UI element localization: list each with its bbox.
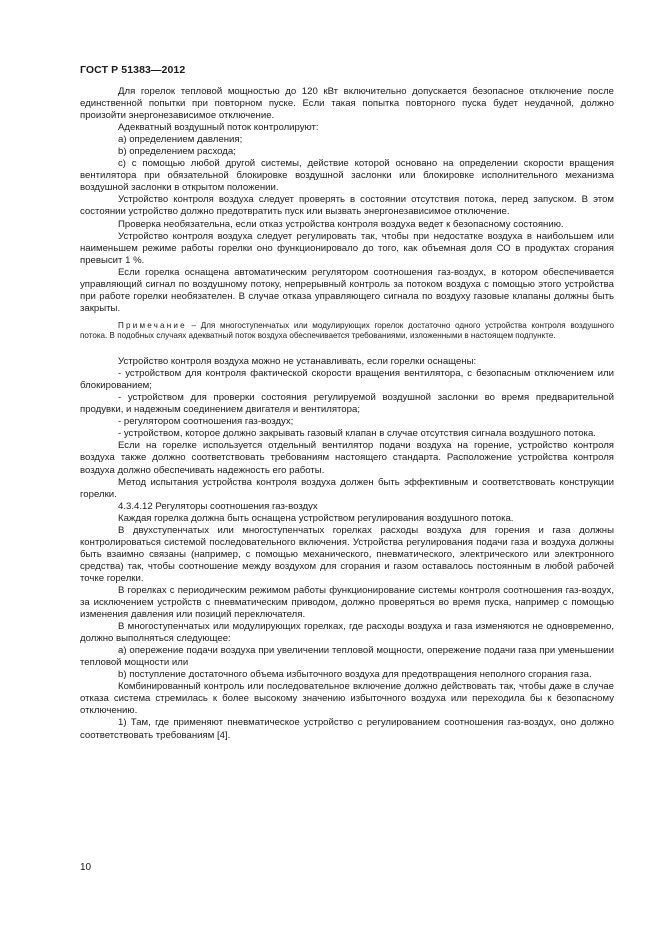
paragraph: Устройство контроля воздуха следует проверять в состоянии отсутствия потока, перед запуском. В этом состоянии устройство должно предотвратить пуск или вызвать энергонезависимое отключение. <box>80 194 614 218</box>
document-body <box>80 86 614 742</box>
paragraph: Если горелка оснащена автоматическим регулятором соотношения газ-воздух, в котором обеспечивается управляющий сигнал по воздушному потоку, непрерывный контроль за потоком воздуха с помощью этого устройства при работе горелки необязателен. В случае отказа управляющего сигнала по воздуху газовые клапаны должны быть закрыты. <box>80 266 614 314</box>
list-item: a) определением давления; <box>118 134 243 146</box>
standard-header: ГОСТ Р 51383—2012 <box>80 64 186 76</box>
paragraph: Для горелок тепловой мощностью до 120 кВт включительно допускается безопасное отключение после единственной попытки при повторном пуске. Если такая попытка повторного пуска будет неудачной, должно произойти энергонезависимое отключение. <box>80 86 614 122</box>
paragraph: В горелках с периодическим режимом работы функционирование системы контроля соотношения газ-воздух, за исключением устройств с пневматическим приводом, должно проверяться во время пуска, например с помощью изменения давления или позиций переключателя. <box>80 584 614 621</box>
list-item: - устройством, которое должно закрывать газовый клапан в случае отсутствия сигнала воздушного потока. <box>118 428 596 440</box>
list-item: - устройством для проверки состояния регулируемой воздушной заслонки во время предварительной продувки, и надежным соединением двигателя и вентилятора; <box>80 392 614 416</box>
page-number: 10 <box>80 862 92 873</box>
paragraph: Комбинированный контроль или последовательное включение должно действовать так, чтобы даже в случае отказа система стремилась к более высокому значению избыточного воздуха или переходила бы к безопасному отключению. <box>80 681 614 717</box>
section-heading: 4.3.4.12 Регуляторы соотношения газ-воздух <box>118 500 318 512</box>
list-item: - регулятором соотношения газ-воздух; <box>118 416 294 428</box>
list-item: - устройством для контроля фактической скорости вращения вентилятора, с безопасным отключением или блокированием; <box>80 368 614 392</box>
list-item: c) с помощью любой другой системы, действие которой основано на определении скорости вращения вентилятора при обязательной блокировке воздушной заслонки или блокировке исполнительного механизма воздушной заслонки в открытом положении. <box>80 158 614 194</box>
note-label: Примечание <box>118 320 187 330</box>
paragraph: В многоступенчатых или модулирующих горелках, где расходы воздуха и газа изменяются не одновременно, должно выполняться следующее: <box>80 621 614 645</box>
list-item: b) определением расхода; <box>118 146 236 158</box>
paragraph: В двухступенчатых или многоступенчатых горелках расходы воздуха для горения и газа должны контролироваться системой последовательного включения. Устройства регулирования подачи газа и воздуха должны быть взаимно связаны (например, с помощью механического, пневматического, электрического или электронного средства) так, чтобы соотношение между воздухом для сгорания и газом оставалось постоянным в любой рабочей точке горелки. <box>80 524 614 584</box>
list-item: b) поступление достаточного объема избыточного воздуха для предотвращения неполного сгорания газа. <box>118 669 592 681</box>
paragraph: Адекватный воздушный поток контролируют: <box>118 122 319 134</box>
paragraph: Устройство контроля воздуха следует регулировать так, чтобы при недостатке воздуха в наибольшем или наименьшем режиме работы горелки оно функционировало до того, как объемная доля СО в продуктах сгорания превысит 1 %. <box>80 230 614 266</box>
paragraph: Каждая горелка должна быть оснащена устройством регулирования воздушного потока. <box>118 512 514 524</box>
paragraph: Метод испытания устройства контроля воздуха должен быть эффективным и соответствовать конструкции горелки. <box>80 476 614 500</box>
paragraph: Проверка необязательна, если отказ устройства контроля воздуха ведет к безопасному состоянию. <box>118 218 564 230</box>
paragraph: Если на горелке используется отдельный вентилятор подачи воздуха на горение, устройство контроля воздуха также должно соответствовать требованиям настоящего стандарта. Расположение устройства контроля воздуха должно обеспечивать надежность его работы. <box>80 440 614 476</box>
paragraph: 1) Там, где применяют пневматическое устройство с регулированием соотношения газ-воздух, оно должно соответствовать требованиям [4]. <box>80 717 614 741</box>
note-text: – Для многоступенчатых или модулирующих горелок достаточно одного устройства контроля воздушного потока. В подобных случаях адекватный поток воздуха обеспечивается требованиями, изложенными в настоящем подпункте. <box>80 320 614 341</box>
note-block <box>80 321 614 342</box>
list-item: a) опережение подачи воздуха при увеличении тепловой мощности, опережение подачи газа при уменьшении тепловой мощности или <box>80 645 614 669</box>
paragraph: Устройство контроля воздуха можно не устанавливать, если горелки оснащены: <box>118 356 477 368</box>
